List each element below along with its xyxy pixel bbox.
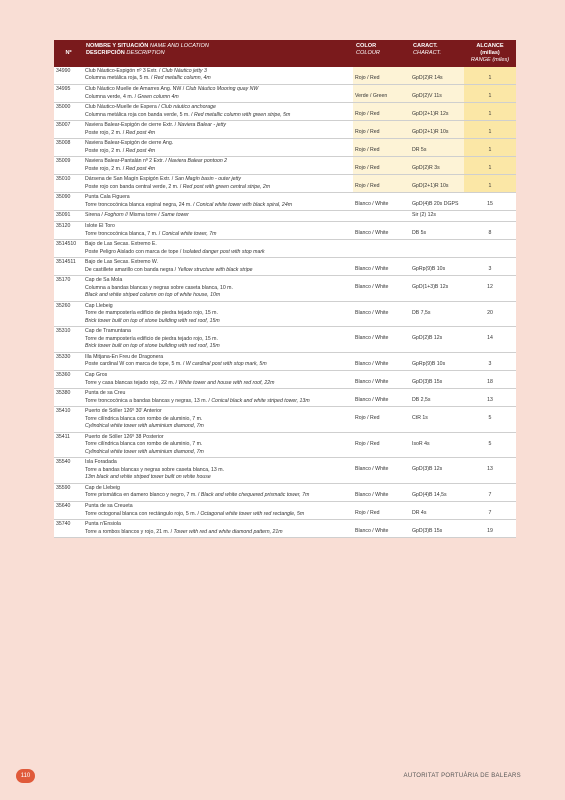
light-range: 3 <box>464 258 516 276</box>
light-name-description <box>83 139 353 157</box>
light-characteristics: GpD(4)B 20s DGPS <box>410 193 464 211</box>
light-description: Columna verde, 4 m. / <box>85 93 138 100</box>
light-characteristics: GpD(2+1)R 10s <box>410 121 464 139</box>
light-name-description <box>83 458 353 484</box>
page-number-badge: 110 <box>16 769 35 783</box>
light-number: 35010 <box>54 175 83 193</box>
light-colour: Blanco / White <box>353 258 410 276</box>
light-colour: Blanco / White <box>353 327 410 353</box>
table-row <box>54 221 516 239</box>
light-name-description <box>83 103 353 121</box>
light-name: Punta n'Ensiola <box>85 521 121 528</box>
light-characteristics: GpD(2)R 3s <box>410 157 464 175</box>
light-name-en: Club Náutico Mooring quay NW <box>185 86 259 93</box>
light-description-en: W cardinal post with stop mark, 5m <box>185 361 267 368</box>
light-name: Bajo de Las Secas. Extremo W. <box>85 259 158 266</box>
table-row <box>54 258 516 276</box>
light-description-en: Conical black and white striped tower, 13m <box>211 397 310 404</box>
light-range: 1 <box>464 85 516 103</box>
light-number: 3514510 <box>54 240 83 258</box>
light-description: Torre cilíndrica blanca con rombo de aluminio, 7 m. <box>85 441 203 448</box>
light-description-en: Octagonal white tower with red rectangle, 5m <box>200 510 305 517</box>
light-description: Columna metálica roja con banda verde, 5 m. / <box>85 111 194 118</box>
light-description-en: Conical white tower with black spiral, 24m <box>196 201 293 208</box>
light-characteristics: DB 7,5s <box>410 301 464 327</box>
light-characteristics: GpD(3)B 15s <box>410 520 464 538</box>
light-name: Cap de Llebeig <box>85 484 120 491</box>
light-range: 5 <box>464 432 516 458</box>
light-range: 14 <box>464 327 516 353</box>
light-description: Torre cilíndrica blanca con rombo de aluminio, 7 m. <box>85 415 203 422</box>
light-characteristics: GpD(2)R 14s <box>410 67 464 85</box>
light-characteristics: DB 2,5s <box>410 389 464 407</box>
light-name: Bajo de Las Secas. Extremo E. <box>85 241 157 248</box>
light-number: 35590 <box>54 483 83 501</box>
light-description: Torre troncocónica a bandas blancas y negras, 13 m. / <box>85 397 212 404</box>
light-number: 35410 <box>54 407 83 433</box>
light-description: Torre troncocónica blanca espiral negra, 24 m. / <box>85 201 197 208</box>
header-number: Nº <box>54 40 83 67</box>
light-name: Cap de Tramuntana <box>85 328 131 335</box>
table-row <box>54 327 516 353</box>
light-name-description <box>83 371 353 389</box>
light-name: Naviera Balear-Espigón de cierre Ang. <box>85 140 174 147</box>
header-name-description: NOMBRE Y SITUACIÓN NAME AND LOCATION DESCRIPCIÓN DESCRIPTION <box>83 40 353 67</box>
light-number: 35008 <box>54 139 83 157</box>
light-description: Poste rojo, 2 m. / <box>85 147 126 154</box>
light-characteristics: GpD(1+3)B 12s <box>410 276 464 302</box>
light-colour: Blanco / White <box>353 389 410 407</box>
light-name-description <box>83 520 353 538</box>
light-characteristics: GpD(3)B 12s <box>410 458 464 484</box>
light-description: Torre prismática en damero blanco y negro, 7 m. / <box>85 492 201 499</box>
header-range: ALCANCE (millas) RANGE (miles) <box>464 40 516 67</box>
light-characteristics: DR 4s <box>410 501 464 519</box>
light-description: Torre octogonal blanca con rectángulo rojo, 5 m. / <box>85 510 201 517</box>
light-colour: Blanco / White <box>353 458 410 484</box>
table-row <box>54 211 516 222</box>
light-description: Poste cardinal W con marca de tope, 5 m. / <box>85 361 186 368</box>
header-colour: COLOR COLOUR <box>353 40 410 67</box>
light-characteristics: GpRp(9)B 10s <box>410 352 464 370</box>
light-characteristics: GpD(2+1)R 12s <box>410 103 464 121</box>
light-description: Torre de mampostería edificio de piedra tejado rojo, 15 m. <box>85 335 218 342</box>
table-row <box>54 67 516 85</box>
light-description-en: Red post with green central stripe, 2m <box>182 183 271 190</box>
light-description-en: Isolated danger post with stop mark <box>182 248 265 255</box>
light-colour <box>353 240 410 258</box>
light-name: Club Náutico-Muelle de Espera / <box>85 104 162 111</box>
table-row <box>54 276 516 302</box>
light-description: Poste rojo, 2 m. / <box>85 129 126 136</box>
light-description-en: Yellow structure with black stripe <box>177 266 253 273</box>
light-range <box>464 240 516 258</box>
light-description: Torre y casa blancas tejado rojo, 22 m. / <box>85 379 179 386</box>
light-colour: Rojo / Red <box>353 121 410 139</box>
light-name-description <box>83 121 353 139</box>
light-characteristics: GpRp(9)B 10s <box>410 258 464 276</box>
light-description-en: Green column 4m <box>137 93 179 100</box>
publisher-footer: AUTORITAT PORTUÀRIA DE BALEARS <box>403 773 521 779</box>
light-number: 35360 <box>54 371 83 389</box>
table-row <box>54 432 516 458</box>
lights-table-sheet <box>54 40 516 538</box>
light-colour: Rojo / Red <box>353 157 410 175</box>
light-characteristics: GpD(3)B 15s <box>410 371 464 389</box>
light-colour: Blanco / White <box>353 301 410 327</box>
light-name-en: Naviera Balear pontoon 2 <box>168 158 228 165</box>
table-row <box>54 139 516 157</box>
light-colour <box>353 211 410 222</box>
light-description-en: Brick tower built on top of stone building with red roof, 15m <box>85 317 220 324</box>
light-name-description <box>83 432 353 458</box>
table-row <box>54 483 516 501</box>
light-name-description <box>83 157 353 175</box>
light-colour: Verde / Green <box>353 85 410 103</box>
light-name-description <box>83 193 353 211</box>
light-colour: Rojo / Red <box>353 501 410 519</box>
light-name-en: Club náutico anchorage <box>161 104 216 111</box>
table-row <box>54 501 516 519</box>
table-row <box>54 520 516 538</box>
light-description: Torre a bandas blancas y negras sobre caseta blanca, 13 m. <box>85 466 224 473</box>
light-name-description <box>83 301 353 327</box>
light-colour: Rojo / Red <box>353 432 410 458</box>
light-name: Punta de sa Creueta <box>85 502 133 509</box>
light-number: 3514511 <box>54 258 83 276</box>
light-characteristics: GpD(4)B 14,5s <box>410 483 464 501</box>
light-colour: Blanco / White <box>353 352 410 370</box>
light-range: 15 <box>464 193 516 211</box>
table-row <box>54 458 516 484</box>
light-name: Cap de Sa Mola <box>85 277 123 284</box>
light-description-en: Black and white chequered prismatic tower, 7m <box>200 492 310 499</box>
table-row <box>54 389 516 407</box>
table-row <box>54 157 516 175</box>
light-number: 35310 <box>54 327 83 353</box>
light-colour: Blanco / White <box>353 221 410 239</box>
light-description: Poste Peligro Aislado con marca de tope / <box>85 248 183 255</box>
light-range: 1 <box>464 121 516 139</box>
light-range: 1 <box>464 67 516 85</box>
light-colour: Blanco / White <box>353 371 410 389</box>
light-number: 35640 <box>54 501 83 519</box>
header-characteristics: CARACT. CHARACT. <box>410 40 464 67</box>
light-colour: Blanco / White <box>353 276 410 302</box>
light-range: 3 <box>464 352 516 370</box>
light-name: Dársena de San Magín Espigón Extr. / <box>85 176 175 183</box>
light-description-en: Cylindrical white tower with aluminium diamond, 7m <box>85 423 204 430</box>
light-description-en: Same tower <box>161 212 189 219</box>
light-name-en: Foghorn <box>104 212 124 219</box>
light-range <box>464 211 516 222</box>
light-number: 35260 <box>54 301 83 327</box>
light-range: 1 <box>464 103 516 121</box>
light-name-description <box>83 389 353 407</box>
light-description-en: Tower with red and white diamond pattern, 21m <box>173 528 283 535</box>
light-description-en: Red post 4m <box>125 147 156 154</box>
light-colour: Rojo / Red <box>353 175 410 193</box>
light-description: Torre a rombos blancos y rojo, 21 m. / <box>85 528 174 535</box>
light-number: 34995 <box>54 85 83 103</box>
light-description-en: Black and white striped column on top of white house, 10m <box>85 292 221 299</box>
light-name-description <box>83 240 353 258</box>
light-colour: Rojo / Red <box>353 139 410 157</box>
light-name: Illa Mitjana-En Freu de Dragonera <box>85 353 164 360</box>
light-number: 35330 <box>54 352 83 370</box>
light-number: 35120 <box>54 221 83 239</box>
light-colour: Rojo / Red <box>353 407 410 433</box>
light-number: 35007 <box>54 121 83 139</box>
light-description: Columna metálica roja, 5 m. / <box>85 75 154 82</box>
light-range: 7 <box>464 501 516 519</box>
light-range: 1 <box>464 175 516 193</box>
light-name: Naviera Balear-Pantalán nº 2 Extr. / <box>85 158 169 165</box>
light-name-description <box>83 67 353 85</box>
light-characteristics: GpD(2)B 12s <box>410 327 464 353</box>
light-name: Cap Llebeig <box>85 302 113 309</box>
light-number: 35091 <box>54 211 83 222</box>
table-row <box>54 301 516 327</box>
light-name: Sirena / <box>85 212 105 219</box>
table-row <box>54 175 516 193</box>
light-name-en: San Magín basin - outer jetty <box>174 176 242 183</box>
light-description: Torre de mampostería edificio de piedra tejado rojo, 15 m. <box>85 310 218 317</box>
light-name-description <box>83 407 353 433</box>
light-range: 13 <box>464 389 516 407</box>
light-range: 1 <box>464 157 516 175</box>
light-description-en: Red metallic column, 4m <box>153 75 211 82</box>
light-number: 35009 <box>54 157 83 175</box>
light-range: 7 <box>464 483 516 501</box>
light-description-en: Brick tower built on top of stone building with red roof, 15m <box>85 343 220 350</box>
light-description: De castillete amarillo con banda negra / <box>85 266 178 273</box>
light-characteristics: IsoR 4s <box>410 432 464 458</box>
table-row <box>54 121 516 139</box>
light-name: Club Náutico Muelle de Amarres Ang. NW / <box>85 86 186 93</box>
light-description-en: Cylindrical white tower with aluminium diamond, 7m <box>85 448 204 455</box>
light-number: 35170 <box>54 276 83 302</box>
light-characteristics: CtR 1s <box>410 407 464 433</box>
table-row <box>54 193 516 211</box>
table-row <box>54 85 516 103</box>
table-row <box>54 240 516 258</box>
light-name: Naviera Balear-Espigón de cierre Extr. / <box>85 122 178 129</box>
light-number: 35540 <box>54 458 83 484</box>
light-number: 35000 <box>54 103 83 121</box>
light-description-en: Red metallic column with green stripe, 5m <box>194 111 291 118</box>
lights-table <box>54 40 516 538</box>
light-colour: Blanco / White <box>353 483 410 501</box>
light-range: 1 <box>464 139 516 157</box>
light-number: 35411 <box>54 432 83 458</box>
table-header-row <box>54 40 516 67</box>
light-description: Poste rojo, 2 m. / <box>85 165 126 172</box>
light-name-description <box>83 352 353 370</box>
light-number: 35090 <box>54 193 83 211</box>
light-name-description <box>83 175 353 193</box>
light-characteristics: DR 5s <box>410 139 464 157</box>
light-name-description <box>83 483 353 501</box>
light-characteristics: DB 5s <box>410 221 464 239</box>
light-description-en: White tower and house with red roof, 22m <box>178 379 275 386</box>
light-name-description <box>83 501 353 519</box>
light-number: 35740 <box>54 520 83 538</box>
light-name: Puerto de Sóller 126º 38 Posterior <box>85 433 164 440</box>
light-description-en: Red post 4m <box>125 165 156 172</box>
light-range: 20 <box>464 301 516 327</box>
light-colour: Blanco / White <box>353 193 410 211</box>
light-name-description <box>83 276 353 302</box>
light-name-en: Club Náutico jetty 3 <box>161 67 207 74</box>
light-description: // Misma torre / <box>125 212 162 219</box>
light-range: 19 <box>464 520 516 538</box>
light-colour: Rojo / Red <box>353 103 410 121</box>
light-characteristics: GpD(2)V 11s <box>410 85 464 103</box>
light-name-description <box>83 85 353 103</box>
light-characteristics: Sir (2) 12s <box>410 211 464 222</box>
light-name-description <box>83 211 353 222</box>
light-name-en: Naviera Balear - jetty <box>177 122 226 129</box>
light-name: Islote El Toro <box>85 222 115 229</box>
light-name-description <box>83 221 353 239</box>
light-name: Isla Foradada <box>85 459 117 466</box>
light-name: Cap Gros <box>85 372 108 379</box>
light-description: Poste rojo con banda central verde, 2 m. / <box>85 183 183 190</box>
table-row <box>54 352 516 370</box>
light-number: 35380 <box>54 389 83 407</box>
light-colour: Rojo / Red <box>353 67 410 85</box>
light-name: Puerto de Sóller 126º 30' Anterior <box>85 408 162 415</box>
light-name-description <box>83 258 353 276</box>
light-description: Columna a bandas blancas y negras sobre caseta blanca, 10 m. <box>85 284 233 291</box>
light-colour: Blanco / White <box>353 520 410 538</box>
light-characteristics: GpD(2+1)R 10s <box>410 175 464 193</box>
light-description: Torre troncocónica blanca, 7 m. / <box>85 230 162 237</box>
light-range: 18 <box>464 371 516 389</box>
table-row <box>54 407 516 433</box>
light-name: Punta de sa Creu <box>85 390 126 397</box>
light-range: 8 <box>464 221 516 239</box>
light-description-en: 13m black and white striped tower built on white house <box>85 474 211 481</box>
light-range: 5 <box>464 407 516 433</box>
light-range: 13 <box>464 458 516 484</box>
light-name: Club Náutico-Espigón nº 3 Extr. / <box>85 67 162 74</box>
table-row <box>54 103 516 121</box>
light-characteristics <box>410 240 464 258</box>
light-name-description <box>83 327 353 353</box>
light-range: 12 <box>464 276 516 302</box>
light-description-en: Conical white tower, 7m <box>161 230 217 237</box>
light-description-en: Red post 4m <box>125 129 156 136</box>
table-row <box>54 371 516 389</box>
light-name: Punta Cala Figuera <box>85 194 130 201</box>
light-number: 34990 <box>54 67 83 85</box>
